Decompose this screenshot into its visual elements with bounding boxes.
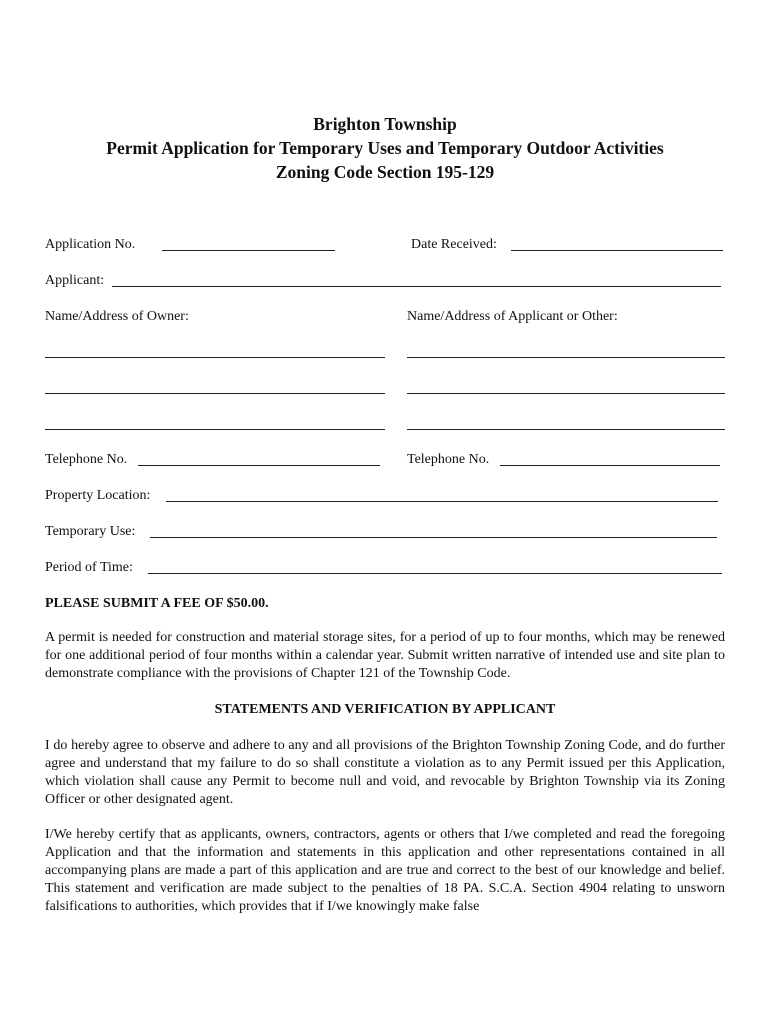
applicant-field[interactable] [112,286,721,287]
owner-address-line-3[interactable] [45,429,385,430]
owner-address-line-2[interactable] [45,393,385,394]
application-no-field[interactable] [162,250,335,251]
applicant-address-line-2[interactable] [407,393,725,394]
township-title: Brighton Township [313,114,457,134]
owner-address-label: Name/Address of Owner: [45,309,189,324]
applicant-address-label: Name/Address of Applicant or Other: [407,309,618,324]
fee-notice: PLEASE SUBMIT A FEE OF $50.00. [45,596,269,611]
period-of-time-label: Period of Time: [45,560,133,575]
date-received-label: Date Received: [411,237,497,252]
property-location-label: Property Location: [45,488,151,503]
date-received-field[interactable] [511,250,723,251]
certification-statement-paragraph: I/We hereby certify that as applicants, owners, contractors, agents or others that I/we completed and read the foregoing Application and that the information and statements in this application and other representations contained in all accompanying plans are made a part of this application and are true and correct to the best of our knowledge and belief. This statement and verification are made subject to the penalties of 18 PA. S.C.A. Section 4904 relating to unsworn falsifications to authorities, which provides that if I/we knowingly make false [45,827,725,914]
temporary-use-label: Temporary Use: [45,524,136,539]
agreement-statement-paragraph: I do hereby agree to observe and adhere to any and all provisions of the Brighton Township Zoning Code, and do further agree and understand that my failure to do so shall constitute a violation as to any Permit issued per this Application, which violation shall cause any Permit to become null and void, and revocable by Brighton Township via its Zoning Officer or other designated agent. [45,738,725,807]
zoning-code-title: Zoning Code Section 195-129 [275,162,495,182]
property-location-field[interactable] [166,501,718,502]
applicant-label: Applicant: [45,273,105,288]
owner-address-line-1[interactable] [45,357,385,358]
statements-heading: STATEMENTS AND VERIFICATION BY APPLICANT [214,702,556,717]
owner-telephone-field[interactable] [138,465,380,466]
application-no-label: Application No. [45,237,136,252]
form-title: Permit Application for Temporary Uses and Temporary Outdoor Activities [106,138,664,158]
applicant-telephone-label: Telephone No. [407,452,490,467]
applicant-address-line-1[interactable] [407,357,725,358]
permit-description-paragraph: A permit is needed for construction and material storage sites, for a period of up to four months, which may be renewed for one additional period of four months within a calendar year. Submit written narrative of intended use and site plan to demonstrate compliance with the provisions of Chapter 121 of the Township Code. [45,630,725,681]
applicant-address-line-3[interactable] [407,429,725,430]
applicant-telephone-field[interactable] [500,465,720,466]
owner-telephone-label: Telephone No. [45,452,128,467]
period-of-time-field[interactable] [148,573,722,574]
temporary-use-field[interactable] [150,537,717,538]
